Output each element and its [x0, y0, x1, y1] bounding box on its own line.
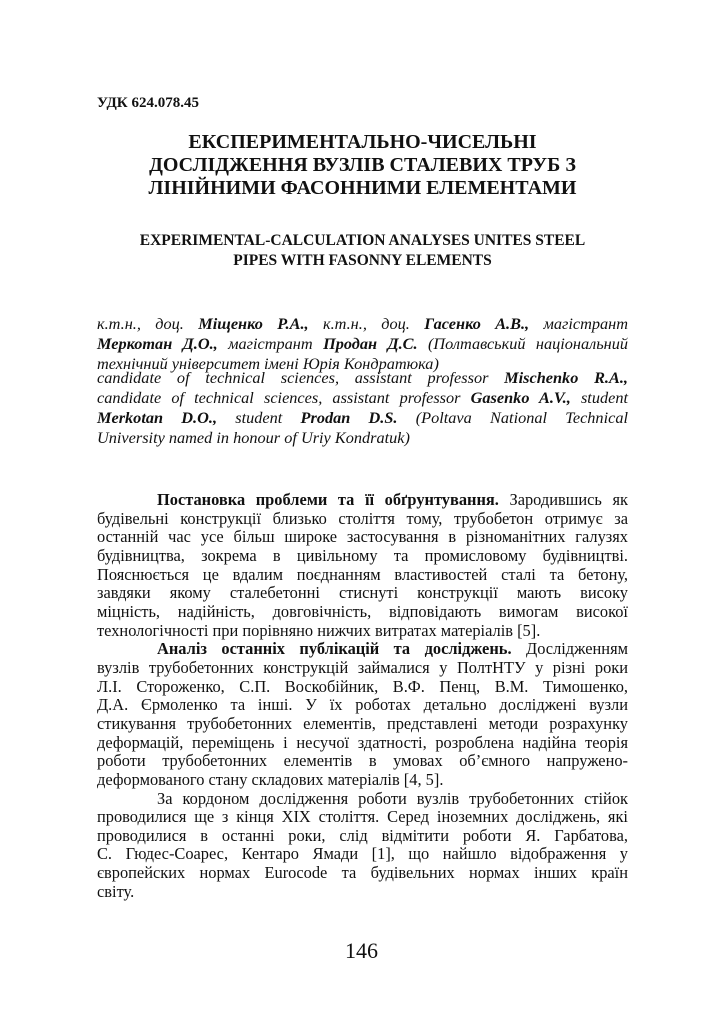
bold-text: Prodan D.S. [300, 408, 398, 427]
title-ukrainian [97, 131, 628, 200]
bold-text: Міщенко Р.А., [198, 314, 309, 333]
text-segment: проводилися в останні роки, слід відмітити роботи Я. Гарбатова, [97, 825, 628, 845]
text-segment: магістрант [529, 314, 629, 333]
text-segment: candidate of technical sciences, assistant professor [97, 368, 505, 387]
text-segment: student [570, 388, 629, 407]
bold-text: Меркотан Д.О., [97, 334, 218, 353]
text-line [97, 678, 628, 697]
text-segment: стикування трубобетонних елементів, представлені методи розрахунку [97, 713, 628, 733]
text-segment: міцність, надійність, довговічність, відповідають вимогам високої [97, 601, 628, 621]
text-line [97, 528, 628, 547]
text-segment: Зародившись як [498, 490, 628, 509]
page-number: 146 [345, 938, 378, 963]
bold-text: Гасенко А.В., [424, 314, 530, 333]
text-line [97, 510, 628, 529]
text-line [97, 640, 628, 659]
text-line [97, 864, 628, 883]
paragraph [97, 640, 628, 789]
text-segment: технічний університет імені Юрія Кондратюка) [97, 354, 439, 373]
text-segment: Пояснюється це вдалим поєднанням властивостей сталі та бетону, [97, 564, 628, 584]
text-line [97, 314, 628, 334]
paragraph [97, 491, 628, 640]
text-segment: будівництва, зокрема в цивільному та промисловому будівництві. [97, 545, 628, 565]
text-segment: За кордоном дослідження роботи вузлів трубобетонних стійок [157, 788, 628, 808]
bold-text: Gasenko A.V., [470, 388, 571, 407]
text-segment: технологічності при порівняно нижчих витратах матеріалів [5]. [97, 620, 541, 640]
text-segment: європейских нормах Eurocode та будівельних нормах інших країн [97, 863, 628, 883]
title-line: EXPERIMENTAL-CALCULATION ANALYSES UNITES STEEL [139, 232, 586, 249]
text-line [97, 659, 628, 678]
text-segment: роботи трубобетонних елементів в умовах об’ємного напружено- [97, 751, 628, 771]
title-line: ЛІНІЙНИМИ ФАСОННИМИ ЕЛЕМЕНТАМИ [148, 177, 577, 199]
text-line [97, 566, 628, 585]
bold-text: Аналіз останніх публікацій та досліджень. [157, 639, 512, 659]
text-line [97, 622, 628, 641]
title-line: PIPES WITH FASONNY ELEMENTS [233, 252, 492, 269]
text-line [97, 752, 628, 771]
text-segment: (Poltava National Technical [397, 408, 628, 427]
text-line [97, 491, 628, 510]
text-line [97, 808, 628, 827]
text-segment: к.т.н., доц. [308, 314, 425, 333]
text-line [97, 771, 628, 790]
title-line: ЕКСПЕРИМЕНТАЛЬНО-ЧИСЕЛЬНІ [188, 131, 537, 153]
authors-english [97, 368, 628, 448]
text-line [97, 883, 628, 902]
text-line [97, 408, 628, 428]
text-segment: Л.І. Стороженко, С.П. Воскобійник, В.Ф. Пенц, В.М. Тимошенко, [97, 676, 628, 696]
bold-text: Постановка проблеми та її обґрунтування. [157, 490, 499, 509]
bold-text: Mischenko R.A., [504, 368, 628, 387]
authors-ukrainian [97, 314, 628, 374]
article-body [97, 491, 628, 901]
text-line [97, 603, 628, 622]
text-line [97, 368, 628, 388]
text-line [97, 584, 628, 603]
paragraph [97, 790, 628, 902]
text-line [97, 734, 628, 753]
text-segment: С. Гюдес-Соарес, Кентаро Ямади [1], що найшло відображення у [97, 844, 628, 864]
text-segment: student [217, 408, 301, 427]
title-line: ДОСЛІДЖЕННЯ ВУЗЛІВ СТАЛЕВИХ ТРУБ З [149, 154, 576, 176]
text-line [97, 790, 628, 809]
text-segment: проводилися ще з кінця XIX століття. Серед іноземних досліджень, які [97, 807, 628, 827]
text-segment: вузлів трубобетонних конструкцій займалися у ПолтНТУ у різні роки [97, 657, 628, 677]
text-line [97, 845, 628, 864]
text-segment: деформованого стану складових матеріалів [4, 5]. [97, 769, 444, 789]
text-segment: завдяки якому сталебетонні стиснуті конструкції мають високу [97, 583, 628, 603]
text-segment: Д.А. Єрмоленко та інші. У їх роботах детально досліджені вузли [97, 695, 628, 715]
text-line [97, 696, 628, 715]
text-line [97, 334, 628, 354]
text-line [97, 827, 628, 846]
text-line [97, 715, 628, 734]
bold-text: Продан Д.С. [323, 334, 418, 353]
bold-text: Merkotan D.O., [97, 408, 218, 427]
text-segment: University named in honour of Uriy Kondratuk) [97, 428, 410, 447]
text-segment: світу. [97, 881, 135, 901]
text-line [97, 547, 628, 566]
text-segment: (Полтавський національний [417, 334, 628, 353]
text-segment: будівельні конструкції близько століття тому, трубобетон отримує за [97, 508, 628, 528]
text-segment: деформацій, переміщень і несучої здатності, розроблена надійна теорія [97, 732, 628, 752]
text-line [97, 388, 628, 408]
udc-code: УДК 624.078.45 [97, 95, 199, 111]
text-segment: магістрант [217, 334, 324, 353]
title-english [97, 231, 628, 271]
text-line [97, 428, 628, 448]
text-segment: candidate of technical sciences, assistant professor [97, 388, 471, 407]
text-segment: к.т.н., доц. [97, 314, 199, 333]
text-segment: Дослідженням [511, 639, 628, 659]
text-segment: останній час усе більш широке застосування в різноманітних галузях [97, 527, 628, 547]
